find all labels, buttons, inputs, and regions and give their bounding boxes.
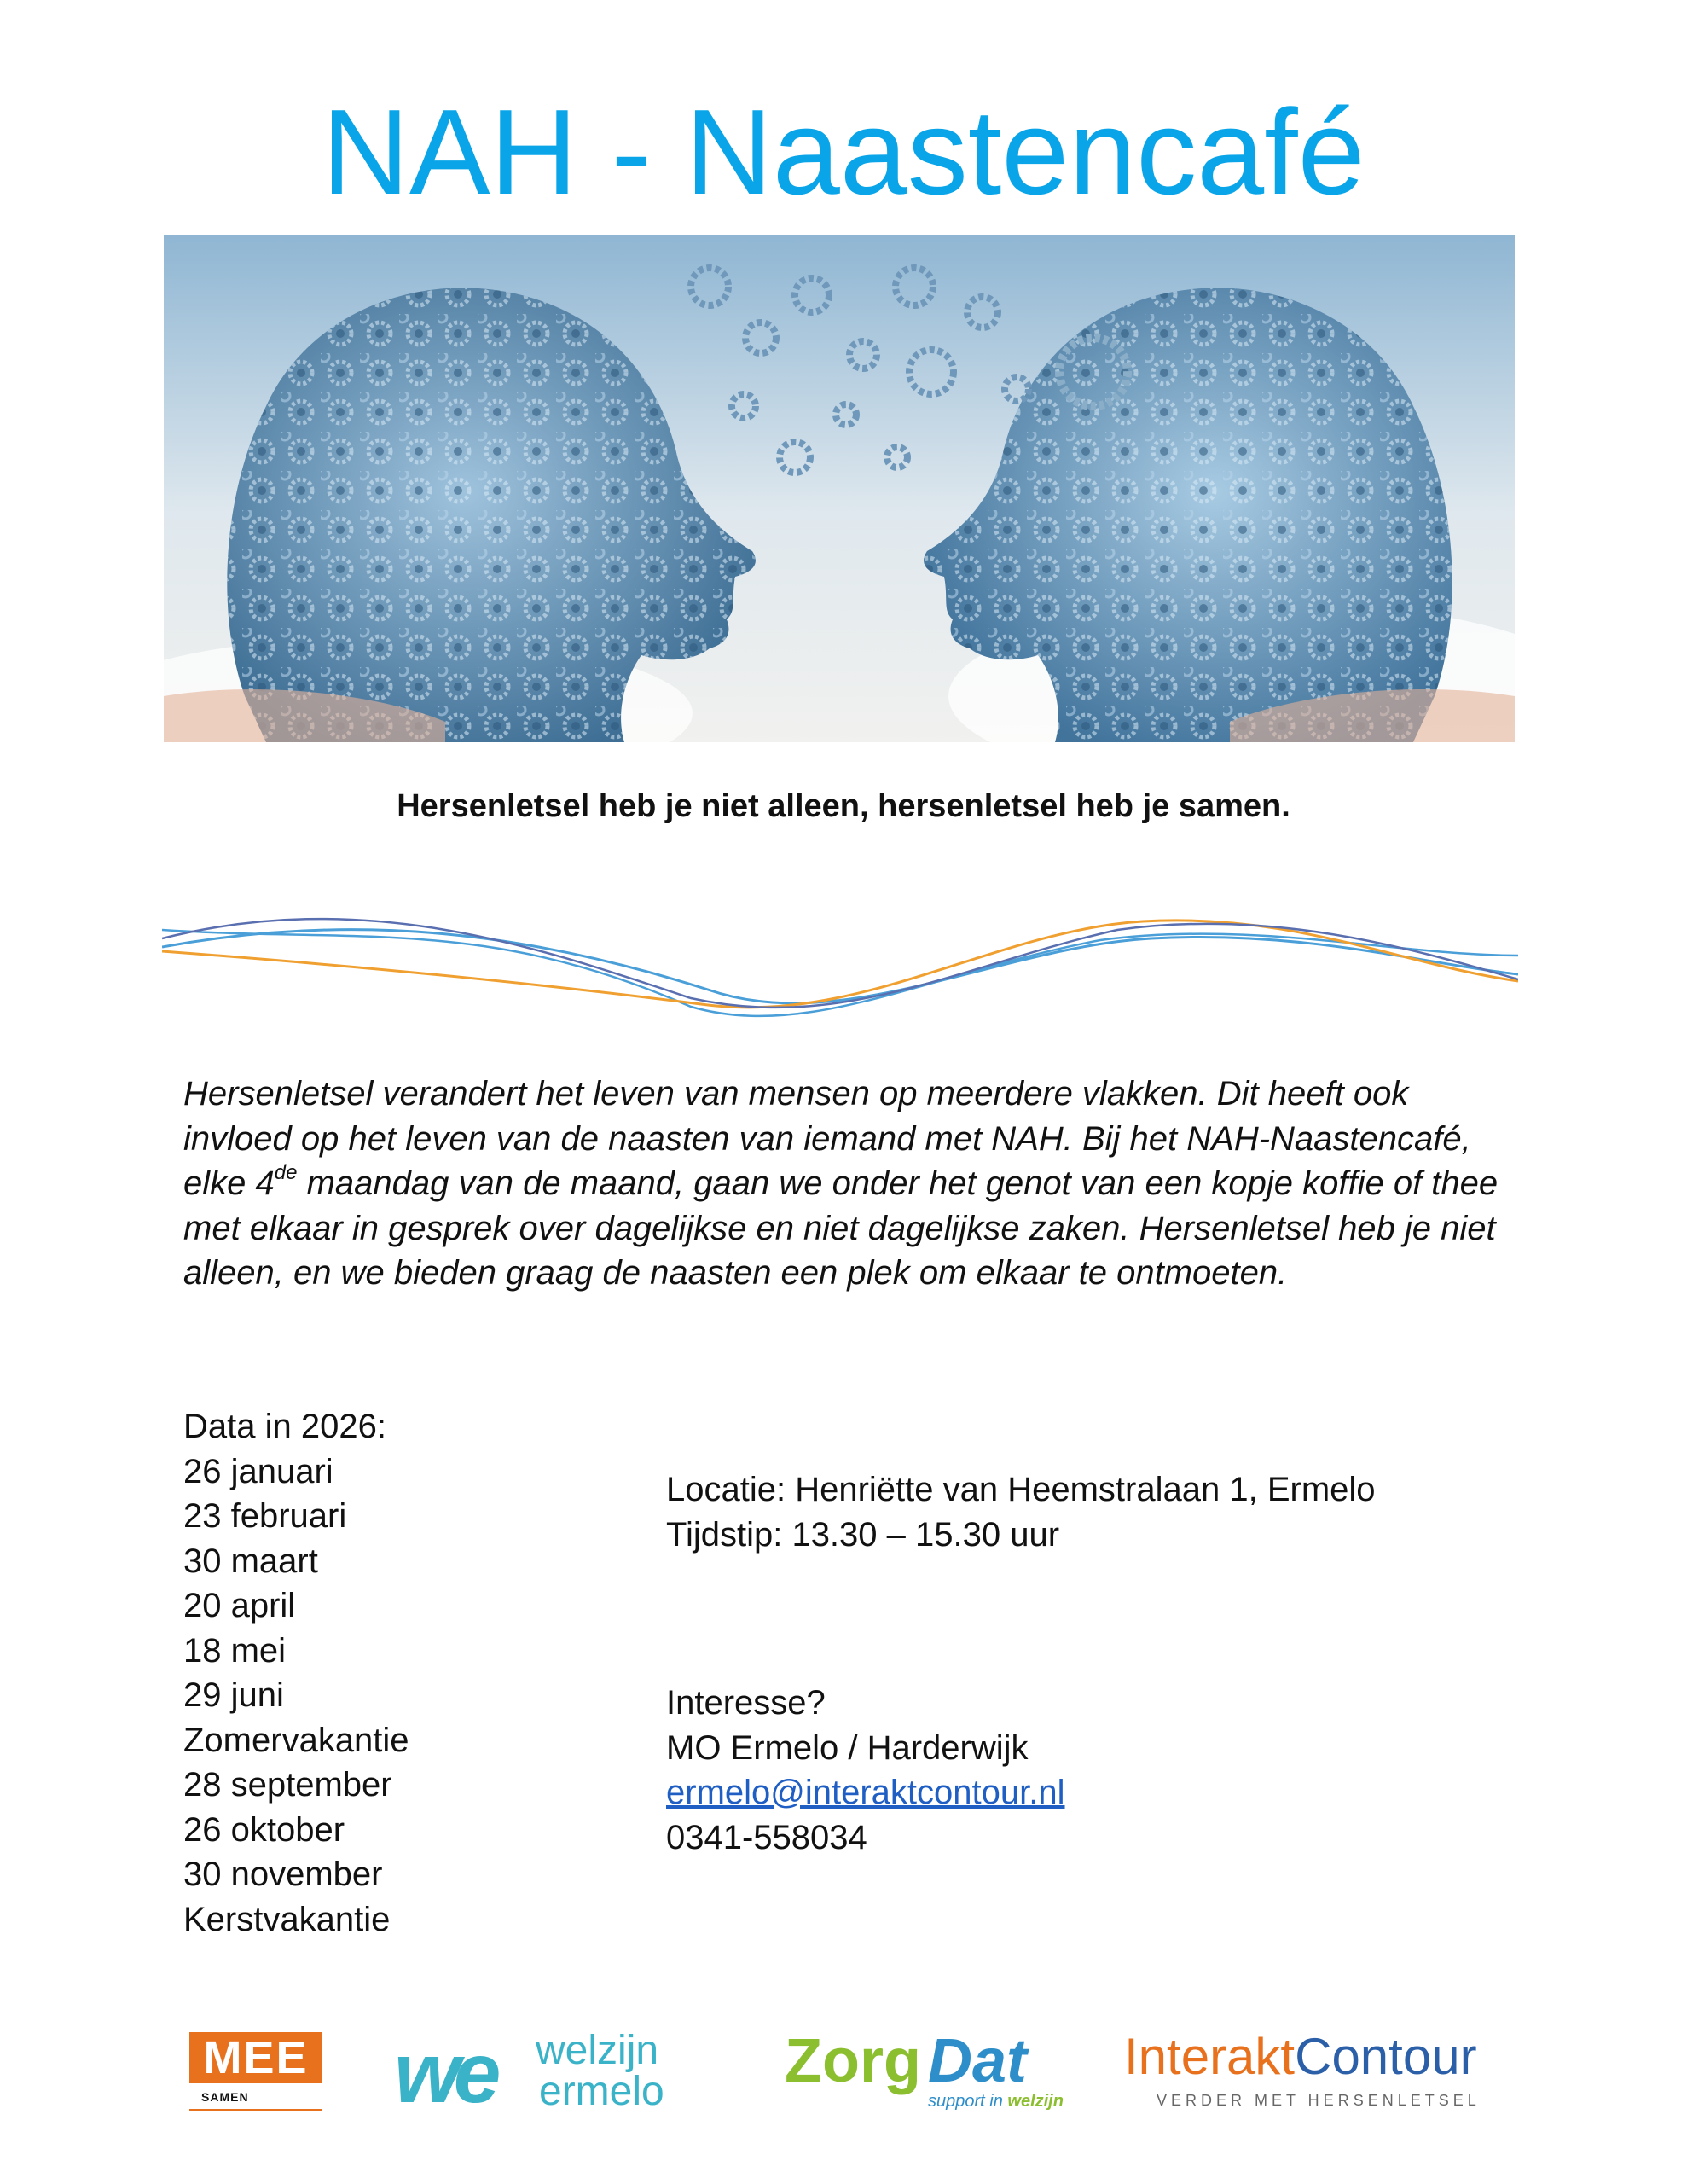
mee-logo-mark: MEE xyxy=(189,2032,322,2083)
date-item: Zomervakantie xyxy=(183,1721,409,1759)
date-item: 26 januari xyxy=(183,1452,333,1490)
interakt-logo-sub: VERDER MET HERSENLETSEL xyxy=(1157,2092,1481,2109)
welzijn-logo-line1: welzijn xyxy=(536,2028,659,2073)
mee-logo xyxy=(189,2032,322,2117)
interakt-logo-name: InteraktContour xyxy=(1124,2028,1477,2085)
contact-heading: Interesse? xyxy=(666,1684,826,1722)
page-title: NAH - Naastencafé xyxy=(322,84,1365,220)
gear-heads-image xyxy=(164,235,1515,742)
location-text: Locatie: Henriëtte van Heemstralaan 1, Ermelo xyxy=(666,1471,1376,1508)
welzijn-logo-mark: we xyxy=(394,2025,495,2121)
email-link[interactable]: ermelo@interaktcontour.nl xyxy=(666,1774,1065,1811)
phone-number: 0341-558034 xyxy=(666,1818,867,1856)
welzijn-logo-line2: ermelo xyxy=(539,2069,664,2114)
zorgdat-logo-part1: Zorg xyxy=(785,2027,921,2095)
date-item: Kerstvakantie xyxy=(183,1900,391,1938)
mee-logo-sub: SAMEN xyxy=(201,2090,249,2104)
date-item: 20 april xyxy=(183,1587,296,1624)
intro-text-2: maandag van de maand, gaan we onder het genot van een kopje koffie of thee met elkaar in gesprek over dagelijkse en niet dagelijkse zaken. Hersenletsel heb je niet alleen, en we bieden graag de naasten een plek om elkaar te ontmoeten. xyxy=(183,1165,1499,1292)
dates-list xyxy=(183,1404,409,1942)
intro-paragraph xyxy=(183,1072,1514,1296)
welzijn-ermelo-logo xyxy=(394,2027,710,2121)
intro-superscript: de xyxy=(274,1160,298,1184)
zorgdat-logo-part2: Dat xyxy=(928,2027,1028,2095)
date-item: 29 juni xyxy=(183,1676,284,1714)
date-item: 26 oktober xyxy=(183,1810,345,1849)
intro-text-1: Hersenletsel verandert het leven van mensen op meerdere vlakken. Dit heeft ook invloed op het leven van de naasten van iemand met NAH. Bij het NAH-Naastencafé, elke 4 xyxy=(183,1075,1471,1202)
contact-block xyxy=(666,1681,1065,1860)
interakt-contour-logo xyxy=(1124,2027,1516,2121)
date-item: 18 mei xyxy=(183,1631,287,1670)
contact-org: MO Ermelo / Harderwijk xyxy=(666,1728,1029,1767)
time-text: Tijdstip: 13.30 – 15.30 uur xyxy=(666,1515,1060,1554)
dates-heading: Data in 2026: xyxy=(183,1408,386,1445)
tagline: Hersenletsel heb je niet alleen, hersenletsel heb je samen. xyxy=(397,788,1290,824)
date-item: 23 februari xyxy=(183,1497,347,1535)
date-item: 30 maart xyxy=(183,1542,318,1580)
event-info xyxy=(666,1467,1376,1557)
date-item: 28 september xyxy=(183,1766,392,1804)
zorgdat-logo-sub: support in welzijn xyxy=(928,2092,1064,2111)
decorative-waves xyxy=(162,896,1518,1032)
date-item: 30 november xyxy=(183,1856,383,1893)
zorgdat-logo xyxy=(785,2027,1109,2121)
